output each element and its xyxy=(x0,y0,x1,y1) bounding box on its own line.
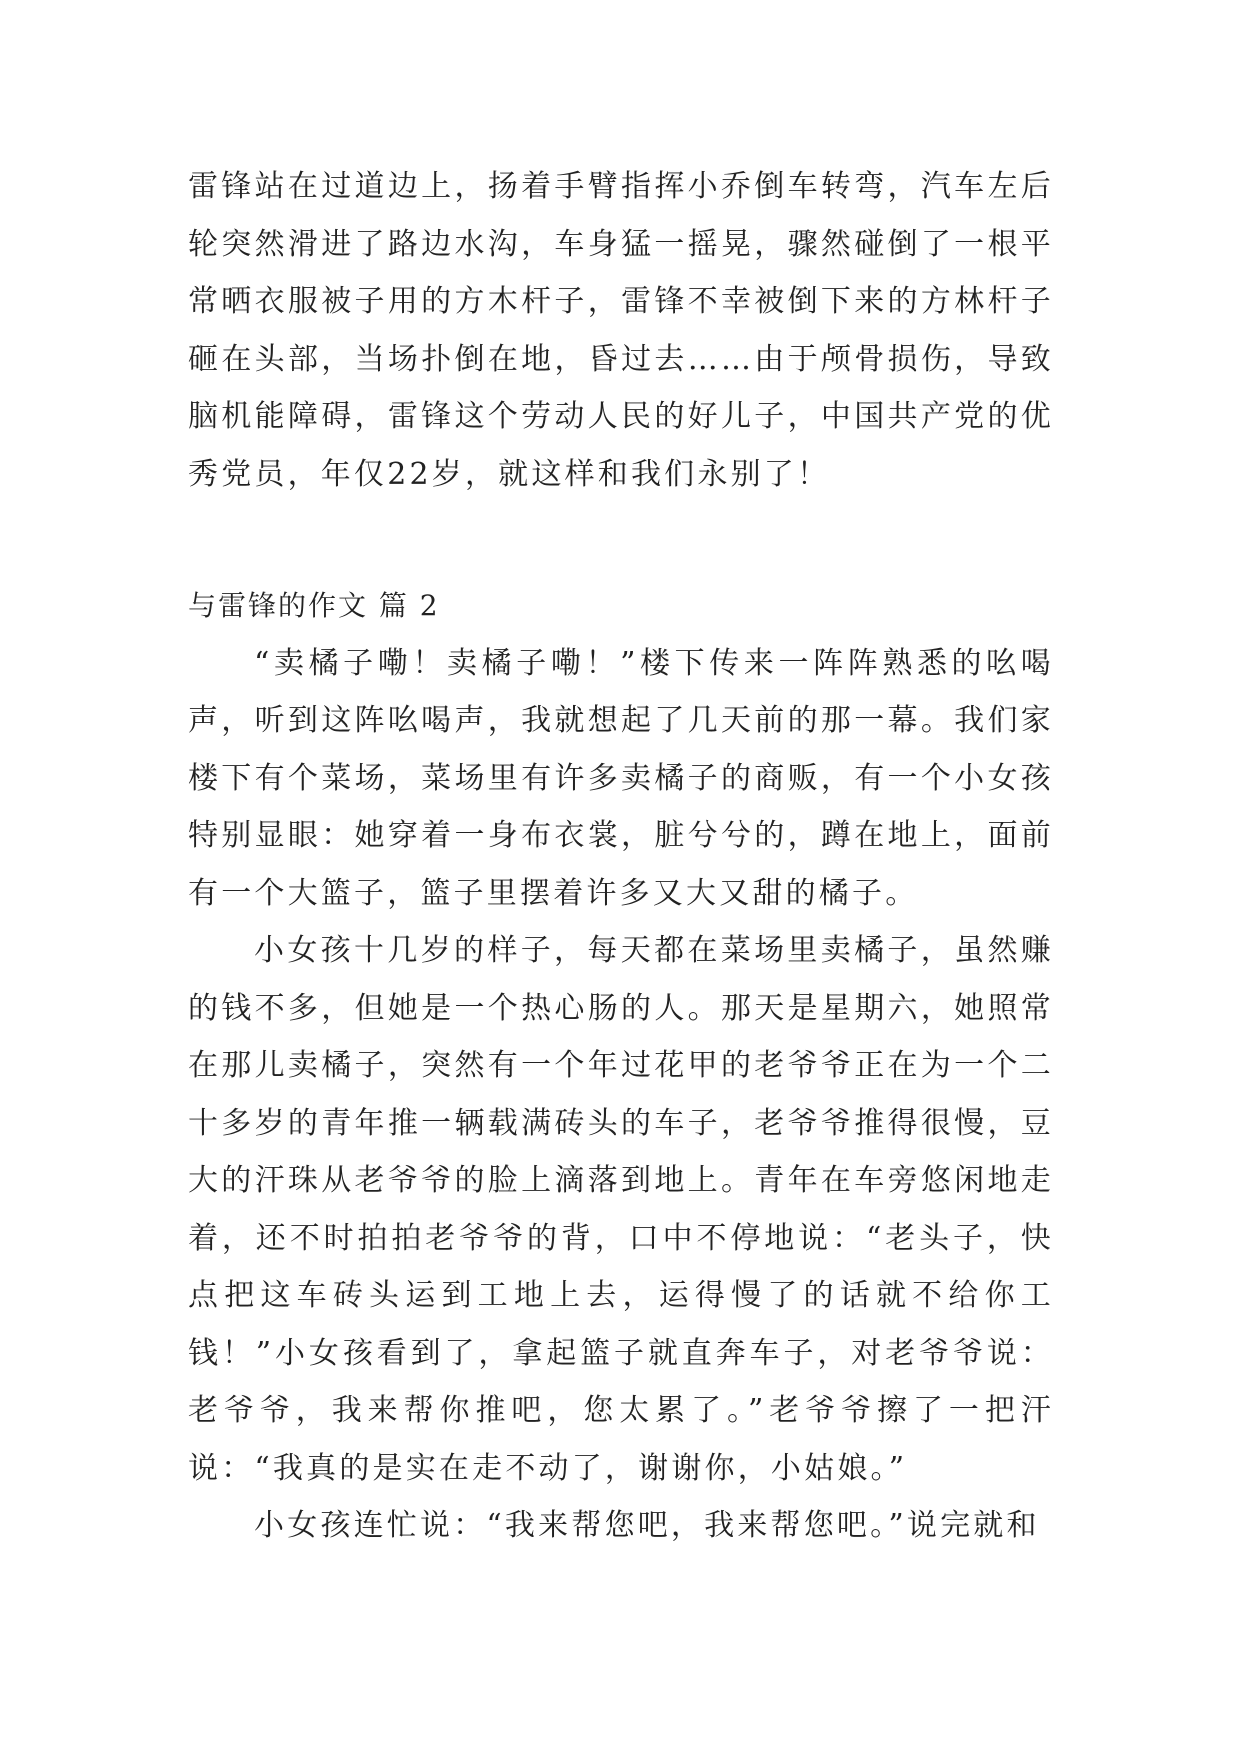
paragraph-3: 小女孩十几岁的样子，每天都在菜场里卖橘子，虽然赚的钱不多，但她是一个热心肠的人。那天是星期六，她照常在那儿卖橘子，突然有一个年过花甲的老爷爷正在为一个二十多岁的青年推一辆载满砖头的车子，老爷爷推得很慢，豆大的汗珠从老爷爷的脸上滴落到地上。青年在车旁悠闲地走着，还不时拍拍老爷爷的背，口中不停地说：“老头子，快点把这车砖头运到工地上去，运得慢了的话就不给你工钱！”小女孩看到了，拿起篮子就直奔车子，对老爷爷说：老爷爷，我来帮你推吧，您太累了。”老爷爷擦了一把汗说：“我真的是实在走不动了，谢谢你，小姑娘。” xyxy=(188,933,1054,1486)
paragraph-4: 小女孩连忙说：“我来帮您吧，我来帮您吧。”说完就和 xyxy=(254,1508,1040,1543)
paragraph-1: 雷锋站在过道边上，扬着手臂指挥小乔倒车转弯，汽车左后轮突然滑进了路边水沟，车身猛一摇晃，骤然碰倒了一根平常晒衣服被子用的方木杆子，雷锋不幸被倒下来的方林杆子砸在头部，当场扑倒在地，昏过去……由于颅骨损伤，导致脑机能障碍，雷锋这个劳动人民的好儿子，中国共产党的优秀党员，年仅22岁，就这样和我们永别了！ xyxy=(188,169,1054,492)
document-body xyxy=(188,158,1054,1555)
paragraph-2: “卖橘子嘞！卖橘子嘞！”楼下传来一阵阵熟悉的吆喝声，听到这阵吆喝声，我就想起了几天前的那一幕。我们家楼下有个菜场，菜场里有许多卖橘子的商贩，有一个小女孩特别显眼：她穿着一身布衣裳，脏兮兮的，蹲在地上，面前有一个大篮子，篮子里摆着许多又大又甜的橘子。 xyxy=(188,645,1054,911)
section-heading: 与雷锋的作文 篇 2 xyxy=(188,589,440,622)
